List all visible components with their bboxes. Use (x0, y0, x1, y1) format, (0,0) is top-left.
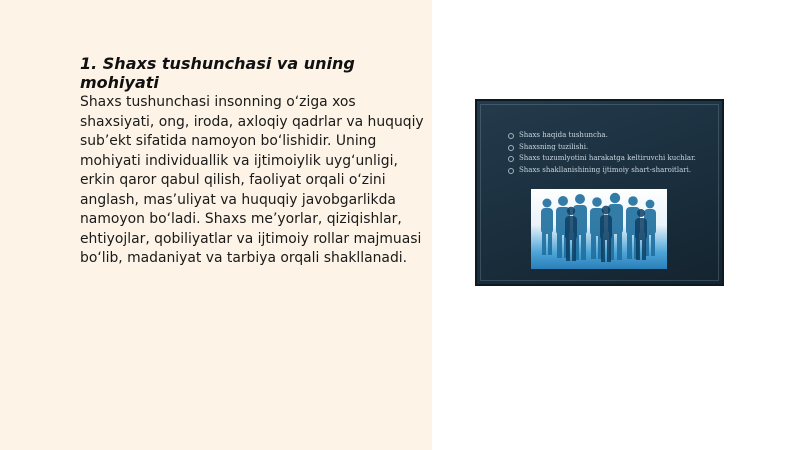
people-silhouettes-graphic (531, 189, 667, 269)
people-silhouettes-image (531, 189, 667, 269)
thumbnail-bullet: Shaxs tuzumlyotini harakatga keltiruvchi kuchlar. (507, 153, 696, 165)
thumbnail-bullet: Shaxs shakllanishining ijtimoiy shart-sharoitlari. (507, 165, 696, 177)
slide-body-text: Shaxs tushunchasi insonning o‘ziga xos shaxsiyati, ong, iroda, axloqiy qadrlar va huquqiy sub’ekt sifatida namoyon bo‘lishidir. Uning mohiyati individuallik va ijtimoiylik uyg‘unligi, erkin qaror qabul qilish, faoliyat orqali o‘zini anglash, mas’uliyat va huquqiy javobgarlikda namoyon bo‘ladi. Shaxs me’yorlar, qiziqishlar, ehtiyojlar, qobiliyatlar va ijtimoiy rollar majmuasi bo‘lib, madaniyat va tarbiya orqali shakllanadi. (80, 94, 424, 266)
slide-thumbnail-image (475, 99, 724, 286)
thumbnail-bullet-list (507, 130, 696, 176)
thumbnail-bullet: Shaxs haqida tushuncha. (507, 130, 696, 142)
thumbnail-bullet: Shaxsning tuzilishi. (507, 142, 696, 154)
slide-title: 1. Shaxs tushunchasi va uning mohiyati (80, 54, 355, 92)
